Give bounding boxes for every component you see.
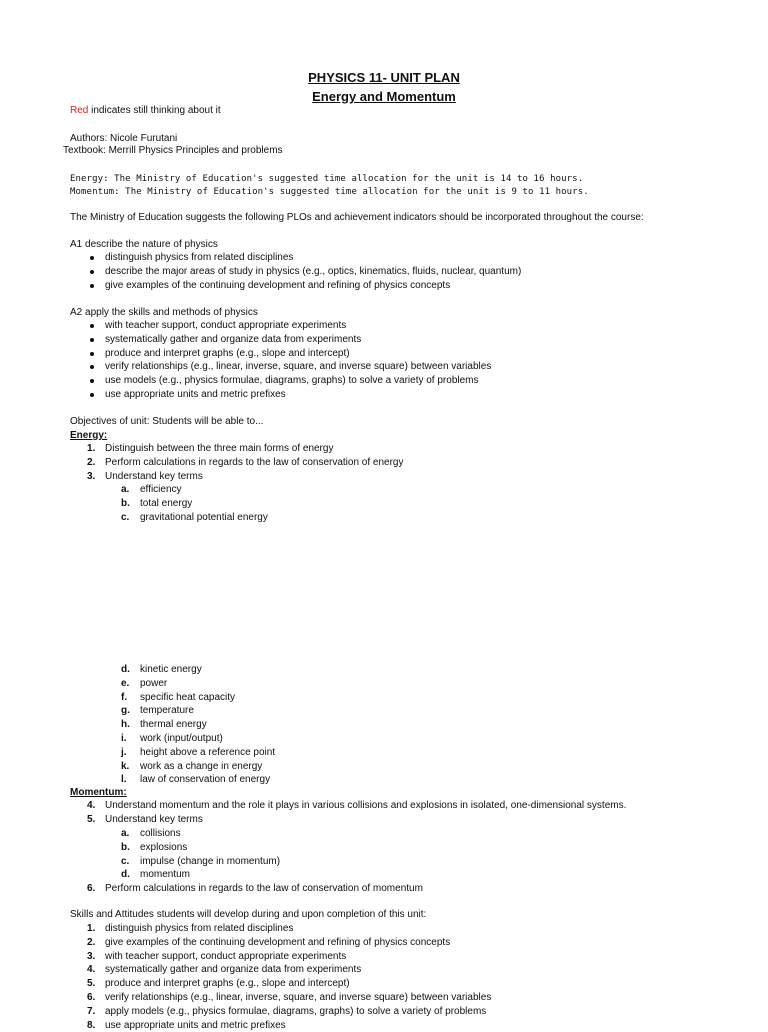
list-item: thermal energy [140,719,207,731]
list-item: with teacher support, conduct appropriate experiments [105,320,347,331]
list-item: law of conservation of energy [140,774,271,786]
list-item: Perform calculations in regards to the law of conservation of energy [105,456,404,468]
list-marker: 5. [87,814,96,825]
bullet-icon [90,284,94,288]
list-marker: a. [121,484,130,495]
bullet-icon [90,352,94,356]
list-item: with teacher support, conduct appropriate experiments [105,950,347,962]
objectives-intro: Objectives of unit: Students will be able to... [70,416,264,427]
bullet-icon [90,393,94,397]
bullet-icon [90,270,94,274]
list-item: distinguish physics from related disciplines [105,923,294,934]
list-marker: k. [121,760,130,772]
list-marker: 2. [87,456,96,468]
list-marker: 2. [87,936,96,948]
list-marker: 1. [87,443,96,454]
list-marker: e. [121,677,130,689]
list-marker: c. [121,511,130,523]
list-item: kinetic energy [140,664,202,675]
list-item: impulse (change in momentum) [140,855,281,867]
list-item: work as a change in energy [140,760,263,772]
bullet-icon [90,365,94,369]
list-item: gravitational potential energy [140,511,268,523]
list-item: height above a reference point [140,746,276,758]
list-item: temperature [140,705,194,717]
list-item: use appropriate units and metric prefixes [105,389,286,400]
list-item: systematically gather and organize data from experiments [105,333,362,345]
list-item: give examples of the continuing development and refining of physics concepts [105,936,451,948]
list-marker: i. [121,733,127,744]
list-item: systematically gather and organize data from experiments [105,964,362,976]
list-marker: 6. [87,992,96,1003]
list-marker: g. [121,705,130,717]
list-item: Perform calculations in regards to the law of conservation of momentum [105,883,423,894]
ministry-statement: The Ministry of Education suggests the following PLOs and achievement indicators should be incorporated throughout the course: [70,212,644,223]
list-item: explosions [140,841,188,853]
list-item: momentum [140,869,191,881]
list-item: total energy [140,497,193,509]
document-title: PHYSICS 11- UNIT PLAN [308,70,460,85]
list-item: Understand key terms [105,814,203,825]
list-marker: j. [121,746,127,758]
momentum-time-allocation: Momentum: The Ministry of Education's suggested time allocation for the unit is 9 to 11 hours. [70,187,589,197]
list-item: produce and interpret graphs (e.g., slope and intercept) [105,978,350,990]
document-subtitle: Energy and Momentum [312,89,456,104]
list-item: produce and interpret graphs (e.g., slope and intercept) [105,347,350,359]
list-marker: c. [121,855,130,867]
bullet-icon [90,324,94,328]
list-marker: b. [121,497,130,509]
list-item: work (input/output) [140,733,223,744]
list-item: distinguish physics from related disciplines [105,252,294,263]
list-item: specific heat capacity [140,691,236,703]
bullet-icon [90,379,94,383]
list-item: efficiency [140,484,182,495]
textbook-line: Textbook: Merrill Physics Principles and problems [63,145,283,156]
list-marker: 4. [87,800,96,811]
list-item: verify relationships (e.g., linear, inverse, square, and inverse square) between variables [105,361,492,373]
list-item: collisions [140,828,181,839]
list-marker: 8. [87,1019,96,1031]
list-item: describe the major areas of study in physics (e.g., optics, kinematics, fluids, nuclear, quantum) [105,265,522,277]
red-label: Red [70,105,89,116]
list-marker: b. [121,841,130,853]
energy-time-allocation: Energy: The Ministry of Education's suggested time allocation for the unit is 14 to 16 hours. [70,174,584,184]
list-item: Understand momentum and the role it plays in various collisions and explosions in isolated, one-dimensional systems. [105,800,627,811]
list-item: give examples of the continuing development and refining of physics concepts [105,279,451,291]
bullet-icon [90,256,94,260]
list-marker: f. [121,691,128,703]
list-marker: 3. [87,470,96,482]
list-item: Understand key terms [105,470,203,482]
skills-intro: Skills and Attitudes students will develop during and upon completion of this unit: [70,909,427,920]
list-marker: l. [121,774,127,786]
legend-note [70,105,221,117]
list-marker: a. [121,828,130,839]
list-item: use models (e.g., physics formulae, diagrams, graphs) to solve a variety of problems [105,375,479,387]
momentum-heading: Momentum: [70,787,127,798]
list-marker: 1. [87,923,96,934]
list-marker: 6. [87,883,96,894]
bullet-icon [90,338,94,342]
list-item: use appropriate units and metric prefixes [105,1019,286,1031]
list-marker: h. [121,719,130,731]
energy-heading: Energy: [70,430,108,441]
a1-heading: A1 describe the nature of physics [70,239,218,250]
list-item: power [140,677,168,689]
a2-heading: A2 apply the skills and methods of physics [70,307,258,318]
authors-line: Authors: Nicole Furutani [70,133,178,144]
list-item: Distinguish between the three main forms of energy [105,443,334,454]
list-marker: 5. [87,978,96,990]
list-marker: d. [121,664,130,675]
legend-note-text: indicates still thinking about it [88,105,221,116]
list-marker: 4. [87,964,96,976]
list-marker: 3. [87,950,96,962]
list-item: apply models (e.g., physics formulae, diagrams, graphs) to solve a variety of problems [105,1005,487,1017]
list-marker: d. [121,869,130,881]
list-marker: 7. [87,1005,96,1017]
list-item: verify relationships (e.g., linear, inverse, square, and inverse square) between variables [105,992,492,1003]
